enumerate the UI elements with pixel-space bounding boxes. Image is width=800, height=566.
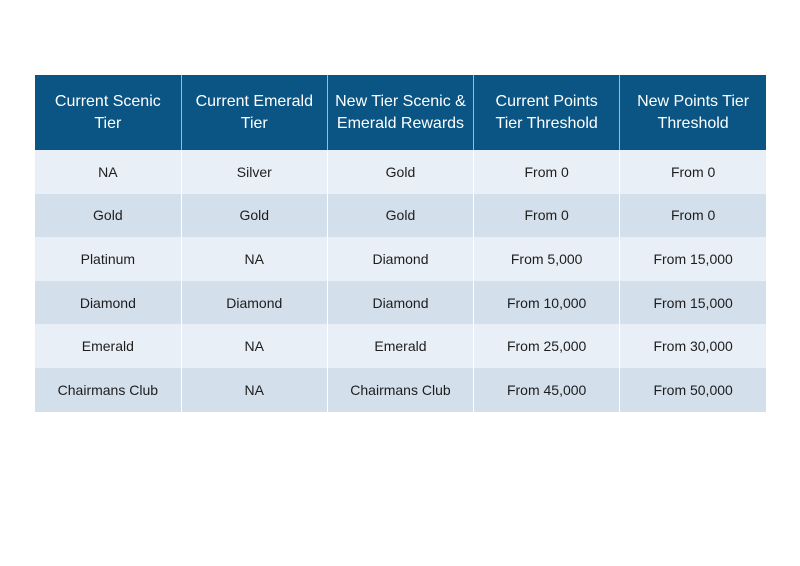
header-new-points-threshold: New Points Tier Threshold: [620, 75, 766, 150]
cell-current-emerald-tier: Gold: [181, 194, 327, 238]
cell-new-points: From 0: [620, 150, 766, 194]
cell-new-tier: Chairmans Club: [327, 368, 473, 412]
cell-current-scenic-tier: NA: [35, 150, 181, 194]
header-new-tier: New Tier Scenic & Emerald Rewards: [327, 75, 473, 150]
header-current-emerald-tier: Current Emerald Tier: [181, 75, 327, 150]
cell-new-tier: Gold: [327, 194, 473, 238]
cell-current-points: From 0: [474, 194, 620, 238]
cell-current-emerald-tier: Diamond: [181, 281, 327, 325]
cell-current-points: From 10,000: [474, 281, 620, 325]
cell-current-emerald-tier: NA: [181, 368, 327, 412]
cell-current-scenic-tier: Emerald: [35, 324, 181, 368]
header-row: [35, 75, 766, 150]
cell-current-points: From 25,000: [474, 324, 620, 368]
cell-new-points: From 15,000: [620, 281, 766, 325]
cell-new-tier: Emerald: [327, 324, 473, 368]
cell-current-points: From 5,000: [474, 237, 620, 281]
cell-current-scenic-tier: Gold: [35, 194, 181, 238]
cell-new-points: From 0: [620, 194, 766, 238]
table-row: [35, 150, 766, 194]
cell-current-points: From 45,000: [474, 368, 620, 412]
cell-current-emerald-tier: NA: [181, 324, 327, 368]
table-row: [35, 237, 766, 281]
header-current-scenic-tier: Current Scenic Tier: [35, 75, 181, 150]
cell-current-points: From 0: [474, 150, 620, 194]
cell-current-emerald-tier: NA: [181, 237, 327, 281]
cell-new-points: From 15,000: [620, 237, 766, 281]
cell-current-scenic-tier: Platinum: [35, 237, 181, 281]
cell-current-emerald-tier: Silver: [181, 150, 327, 194]
cell-new-tier: Diamond: [327, 237, 473, 281]
cell-new-tier: Gold: [327, 150, 473, 194]
cell-current-scenic-tier: Chairmans Club: [35, 368, 181, 412]
table-row: [35, 194, 766, 238]
table-row: [35, 281, 766, 325]
cell-new-tier: Diamond: [327, 281, 473, 325]
table-row: [35, 368, 766, 412]
header-current-points-threshold: Current Points Tier Threshold: [474, 75, 620, 150]
cell-new-points: From 50,000: [620, 368, 766, 412]
tier-comparison-table: [35, 75, 766, 412]
table-row: [35, 324, 766, 368]
cell-new-points: From 30,000: [620, 324, 766, 368]
cell-current-scenic-tier: Diamond: [35, 281, 181, 325]
